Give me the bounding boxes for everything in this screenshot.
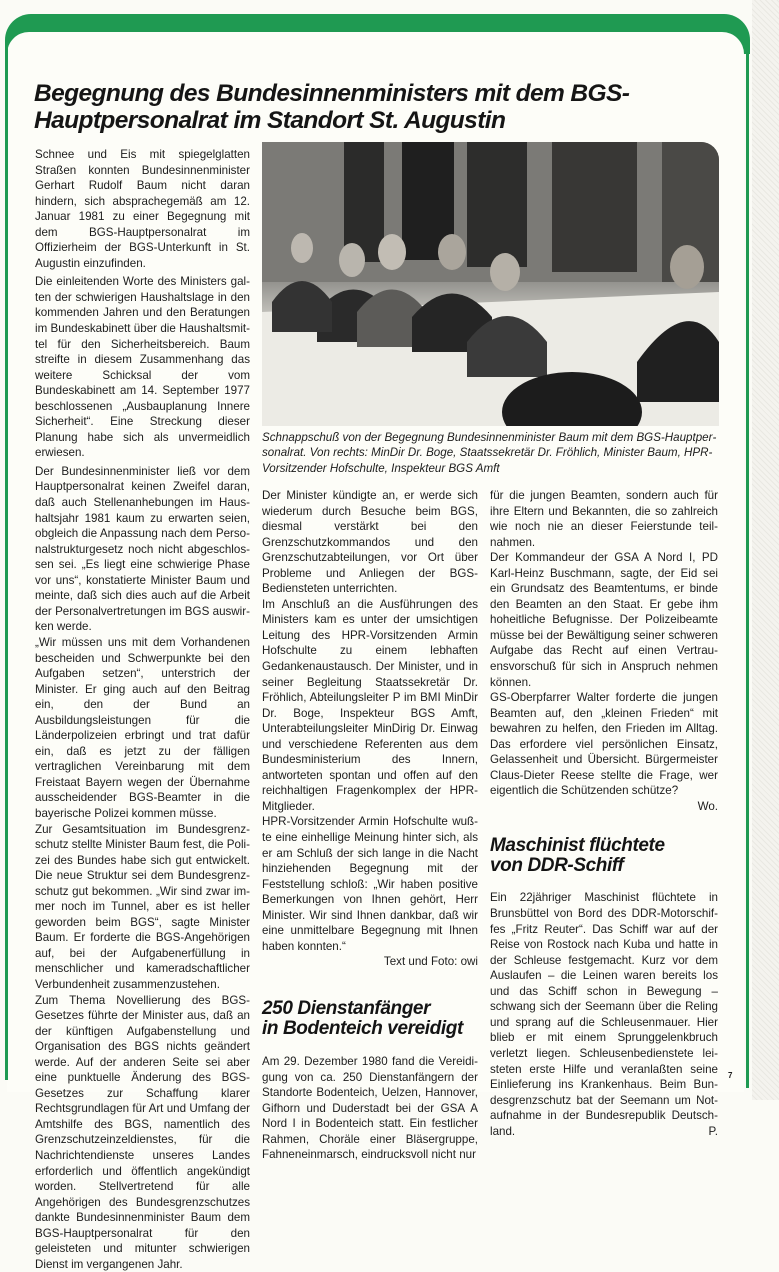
paragraph: Die einleitenden Worte des Ministers galten der schwierigen Haushaltslage in den kommenden Jahren und den Beratungen im Bundeskabinett über die Haushaltsmittel für den Sicherheitsbereich. Baum streifte in diesem Zusammenhang das weitere Schicksal der vom Bundeskabinett am 14. September 1977 beschlossenen „Ausbauplanung Innere Sicherheit“. Eine Streckung dieser Planung habe sich als unvermeidlich erwiesen. — [35, 275, 250, 460]
meeting-photo — [262, 142, 719, 426]
article3-title-line1: Maschinist flüchtete — [490, 835, 665, 857]
meeting-photo-illustration — [262, 142, 719, 426]
article-column-right — [490, 488, 718, 1139]
paragraph: Zur Gesamtsituation im Bundesgrenzschutz stellte Minister Baum fest, die Polizei des Bundes habe sich gut entwickelt. Die neue Struktur sei dem Bundesgrenzschutz gut bekommen. „Wir sind zwar immer noch im Tunnel, aber es ist heller geworden beim BGS“, sagte Minister Baum. Er forderte die BGS-Angehörigen auf, bei der Aufgabenerfüllung in menschlicher und kameradschaftlicher Verbundenheit zusammenzustehen. — [35, 822, 250, 991]
green-frame-left — [5, 40, 8, 1080]
article3-title-line2: von DDR-Schiff — [490, 855, 624, 877]
paragraph: Der Kommandeur der GSA A Nord I, PD Karl-Heinz Buschmann, sagte, der Eid sei ein Grundsatz des Beamtentums, er binde den Beamten an den Staat. Er gebe ihm hoheitliche Befugnisse. Der Polizeibeamte müsse bei der Bewältigung seiner schweren Aufgabe das Recht auf einen Vertrauensvorschuß für sich in Anspruch nehmen können. — [490, 551, 718, 689]
paragraph: Schnee und Eis mit spiegelglatten Straßen konnten Bundesinnenminister Gerhart Rudolf Baum nicht daran hindern, sich absprachegemäß am 12. Januar 1981 zu einer Begegnung mit dem BGS-Hauptpersonalrat im Offizierheim der BGS-Unterkunft in St. Augustin einzufinden. — [35, 148, 250, 270]
article-column-middle — [262, 488, 478, 1163]
article-credit: Text und Foto: owi — [383, 955, 478, 969]
article2-title-line2: in Bodenteich vereidigt — [262, 1017, 463, 1039]
paragraph: Ein 22jähriger Maschinist flüchtete in Brunsbüttel von Bord des DDR-Motorschiffes „Fritz Reuter“. Das Schiff war auf der Reise von Rostock nach Kuba und hatte in der Schleuse festgemacht. Kurz vor dem Auslaufen – die Leinen waren bereits los und das Schiff schon in Bewegung – schwang sich der Seemann über die Reling und sprang auf die Schleusenmauer. Hier blieb er mit einem Sprunggelenkbruch verletzt liegen. Schleusenbedienstete leisteten erste Hilfe und veranlaßten seine Einlieferung ins Krankenhaus. Beim Bundesgrenzschutz bat der Seemann um Notaufnahme in der Bundesrepublik Deutschland. — [490, 891, 718, 1138]
article-title: Begegnung des Bundesinnenministers mit dem BGS-Hauptpersonalrat im Standort St. Augustin — [34, 80, 630, 134]
article3-title — [490, 836, 718, 876]
paragraph: für die jungen Beamten, sondern auch für ihre Eltern und Bekannten, die so zahlreich wie noch nie an dieser Feierstunde teilnahmen. — [490, 489, 718, 549]
paragraph: Der Bundesinnenminister ließ vor dem Hauptpersonalrat keinen Zweifel daran, daß auch Stellenanhebungen im Haushaltsjahr 1981 kaum zu erwarten seien, obgleich die Anpassung nach dem Personalstrukturgesetz noch nicht abgeschlossen sei. „Es liegt eine schwierige Phase vor uns“, konstatierte Minister Baum und meinte, daß sich dies auch auf die Arbeit der Personalvertretungen im BGS auswirken werde. — [35, 464, 250, 634]
green-frame-right — [746, 40, 749, 1088]
paragraph: Der Minister kündigte an, er werde sich wiederum durch Besuche beim BGS, diesmal verstärkt bei den Grenzschutzkommandos und den Grenzschutzabteilungen, vor Ort über Probleme und Anliegen der BGS-Bediensteten unterrichten. — [262, 489, 478, 596]
scan-margin — [752, 0, 779, 1100]
article2-title — [262, 999, 478, 1039]
article3-signature: P. — [708, 1124, 718, 1138]
article2-title-line1: 250 Dienstanfänger — [262, 997, 431, 1019]
paragraph: HPR-Vorsitzender Armin Hofschulte wußte eine einhellige Meinung hinter sich, als er am Schluß der sich lange in die Nacht hinziehenden Begegnung mit der Feststellung schloß: „Wir haben positive Bemerkungen von Ihnen gehört, Herr Minister. Wir sind Ihnen dankbar, daß wir eine unmittelbare Begegnung mit Ihnen haben konnten.“ — [262, 815, 478, 953]
paragraph: Im Anschluß an die Ausführungen des Ministers kam es unter der umsichtigen Leitung des HPR-Vorsitzenden Armin Hofschulte zu einem lebhaften Gedankenaustausch. Der Minister, und in seiner Begleitung Staatssekretär Dr. Fröhlich, Abteilungsleiter P im BMI MinDir Dr. Boge, Inspekteur BGS Amft, Unterabteilungsleiter MinDirig Dr. Einwag und verschiedene Referenten aus dem Bundesministerium des Innern, antworteten spontan und offen auf den reichhaltigen Fragenkomplex der HPR-Mitglieder. — [262, 597, 478, 813]
paragraph: Am 29. Dezember 1980 fand die Vereidigung von ca. 250 Dienstanfängern der Standorte Bodenteich, Uelzen, Hannover, Gifhorn und Duderstadt bei der GSA A Nord I in Bodenteich statt. Ein festlicher Rahmen, Choräle einer Bläsergruppe, Fahneneinmarsch, eindrucksvoll nicht nur — [262, 1054, 478, 1162]
article2-signature: Wo. — [697, 799, 718, 813]
page-number: 7 — [728, 1071, 733, 1080]
article-column-left — [35, 147, 250, 1272]
paragraph: GS-Oberpfarrer Walter forderte die jungen Beamten auf, den „kleinen Frieden“ mit bewahren zu helfen, den Frieden im Alltag. Das erfordere viel persönlichen Einsatz, Gelassenheit und Übersicht. Bürgermeister Claus-Dieter Reese stellte die Frage, wer eigentlich die Schützenden schütze? — [490, 691, 718, 798]
paragraph: „Wir müssen uns mit dem Vorhandenen bescheiden und Schwerpunkte bei den Aufgaben setzen“, unterstrich der Minister. Er ging auch auf den Beitrag ein, den der Bund an Ausbildungsleistungen für die Länderpolizeien erbringt und trat dafür ein, daß es jetzt zu der fälligen vertraglichen Vereinbarung mit dem Freistaat Bayern wegen der Übernahme ausscheidender BGS-Beamter in die bayerische Polizei kommen müsse. — [35, 635, 250, 820]
photo-caption: Schnappschuß von der Begegnung Bundesinnenminister Baum mit dem BGS-Hauptpersonalrat. Von rechts: MinDir Dr. Boge, Staatssekretär Dr. Fröhlich, Minister Baum, HPR-Vorsitzender Hofschulte, Inspekteur BGS Amft — [262, 431, 717, 475]
paragraph: Zum Thema Novellierung des BGS-Gesetzes führte der Minister aus, daß an der künftigen Aufgabenstellung und Organisation des BGS nichts geändert werde. Auf der anderen Seite sei aber eine punktuelle Änderung des BGS-Gesetzes zur Schaffung klarer Rechtsgrundlagen für Art und Umfang der Amtshilfe des BGS, namentlich des Grenzschutzeinzeldienstes, für die Nachrichtendienste unseres Landes erforderlich und öffentlich angekündigt worden. Stellvertretend für alle Angehörigen des Bundesgrenzschutzes dankte Bundesinnenminister Baum dem BGS-Hauptpersonalrat für den geleisteten und mitunter schwierigen Dienst im vergangenen Jahr. — [35, 993, 250, 1271]
